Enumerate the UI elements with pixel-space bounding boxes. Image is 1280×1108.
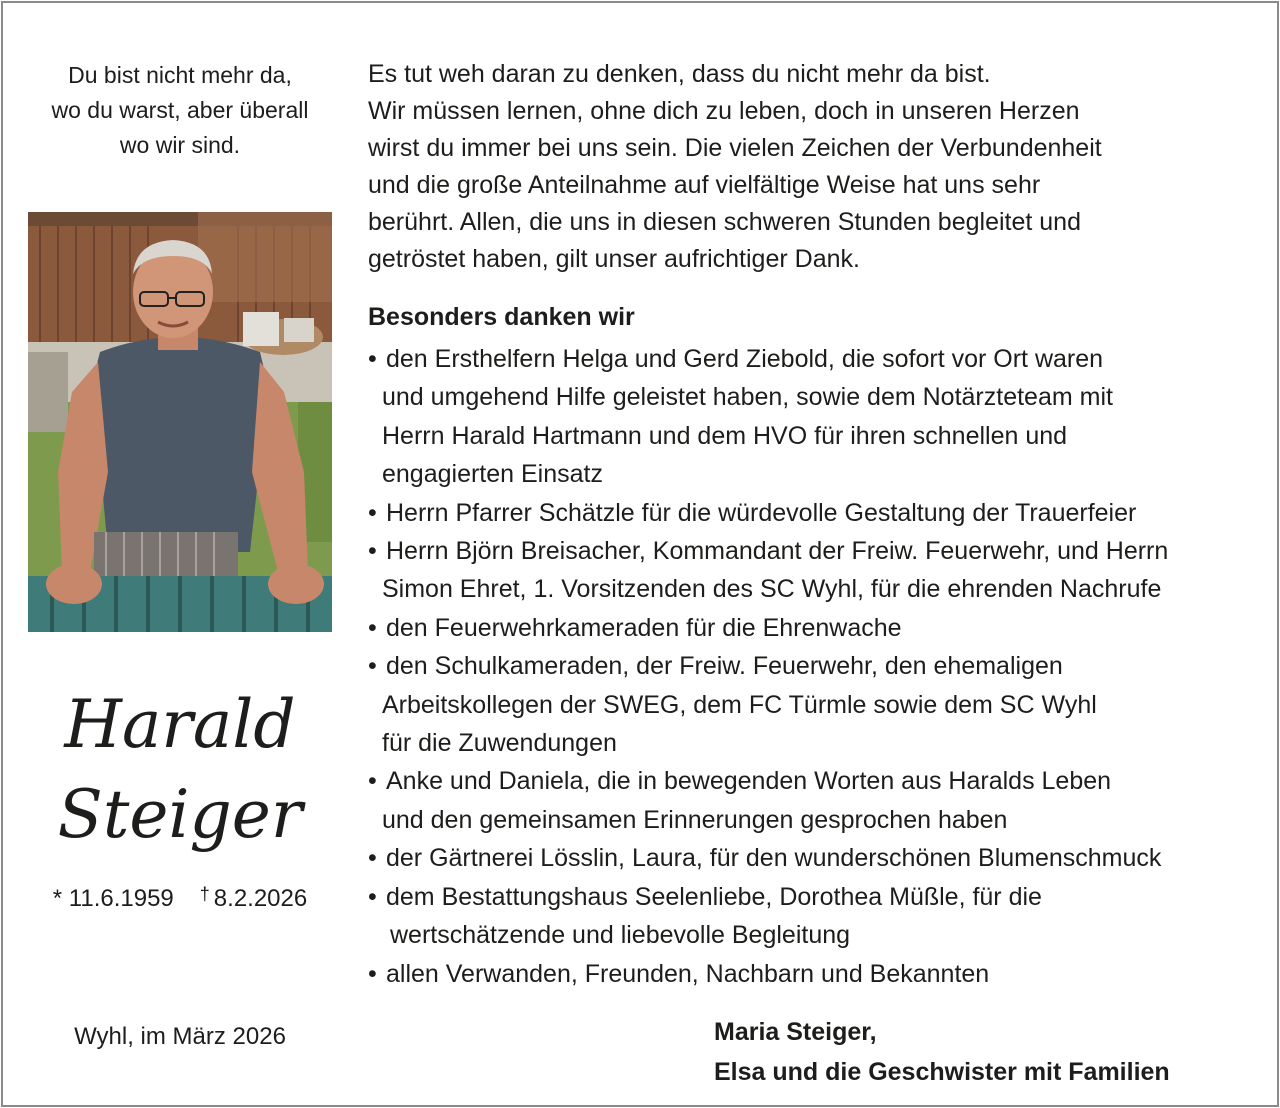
list-item-continuation: Arbeitskollegen der SWEG, dem FC Türmle sowie dem SC Wyhl (382, 690, 1097, 719)
signature (714, 1012, 1170, 1092)
intro-line: berührt. Allen, die uns in diesen schweren Stunden begleitet und (368, 208, 1081, 236)
motto-line: Du bist nicht mehr da, (68, 62, 292, 88)
bullet-icon: • (368, 613, 377, 642)
last-name: Steiger (57, 776, 303, 853)
bullet-icon: • (368, 844, 377, 873)
life-dates (28, 884, 332, 913)
list-item-continuation: für die Zuwendungen (382, 729, 617, 758)
intro-line: getröstet haben, gilt unser aufrichtiger Dank. (368, 245, 860, 273)
first-name: Harald (64, 686, 296, 763)
list-item-continuation: Simon Ehret, 1. Vorsitzenden des SC Wyhl, für die ehrenden Nachrufe (382, 575, 1162, 604)
bullet-icon: • (368, 959, 377, 988)
intro-text (368, 56, 1258, 278)
thanks-list (368, 340, 1258, 993)
motto-line: wo du warst, aber überall (51, 97, 309, 123)
birth-date: * 11.6.1959 (52, 885, 174, 912)
intro-line: Wir müssen lernen, ohne dich zu leben, doch in unseren Herzen (368, 97, 1080, 125)
list-item-continuation: wertschätzende und liebevolle Begleitung (390, 921, 851, 950)
list-item: • allen Verwanden, Freunden, Nachbarn und Bekannten (368, 955, 1258, 993)
signature-line: Elsa und die Geschwister mit Familien (714, 1058, 1170, 1086)
list-item: • den Schulkameraden, der Freiw. Feuerwehr, den ehemaligen (368, 647, 1258, 685)
intro-line: Es tut weh daran zu denken, dass du nicht mehr da bist. (368, 60, 991, 88)
death-date: 8.2.2026 (213, 885, 308, 912)
list-item: • dem Bestattungshaus Seelenliebe, Dorothea Müßle, für die (368, 878, 1258, 916)
bullet-icon: • (368, 537, 377, 566)
bullet-icon: • (368, 498, 377, 527)
list-item: • Herrn Björn Breisacher, Kommandant der Freiw. Feuerwehr, und Herrn (368, 532, 1258, 570)
thanks-heading: Besonders danken wir (368, 303, 635, 331)
list-item: • der Gärtnerei Lösslin, Laura, für den wunderschönen Blumenschmuck (368, 839, 1258, 877)
list-item: • Herrn Pfarrer Schätzle für die würdevolle Gestaltung der Trauerfeier (368, 494, 1258, 532)
bullet-icon: • (368, 652, 377, 681)
motto-line: wo wir sind. (119, 132, 241, 158)
motto (28, 58, 332, 163)
place-date: Wyhl, im März 2026 (74, 1023, 286, 1050)
portrait-photo (28, 212, 332, 632)
list-item: • den Ersthelfern Helga und Gerd Ziebold, die sofort vor Ort waren (368, 340, 1258, 378)
list-item-continuation: Herrn Harald Hartmann und dem HVO für ihren schnellen und (382, 421, 1068, 450)
intro-line: wirst du immer bei uns sein. Die vielen Zeichen der Verbundenheit (368, 134, 1102, 162)
signature-line: Maria Steiger, (714, 1018, 877, 1046)
list-item-continuation: und umgehend Hilfe geleistet haben, sowie dem Notärzteteam mit (382, 383, 1113, 412)
list-item-continuation: engagierten Einsatz (382, 460, 603, 489)
bullet-icon: • (368, 345, 377, 373)
list-item-continuation: und den gemeinsamen Erinnerungen gesprochen haben (382, 805, 1008, 834)
bullet-icon: • (368, 882, 377, 911)
list-item: • Anke und Daniela, die in bewegenden Worten aus Haralds Leben (368, 762, 1258, 800)
cross-icon: † (199, 884, 210, 904)
bullet-icon: • (368, 767, 377, 796)
list-item: • den Feuerwehrkameraden für die Ehrenwache (368, 609, 1258, 647)
intro-line: und die große Anteilnahme auf vielfältige Weise hat uns sehr (368, 171, 1041, 199)
deceased-name (28, 680, 332, 860)
